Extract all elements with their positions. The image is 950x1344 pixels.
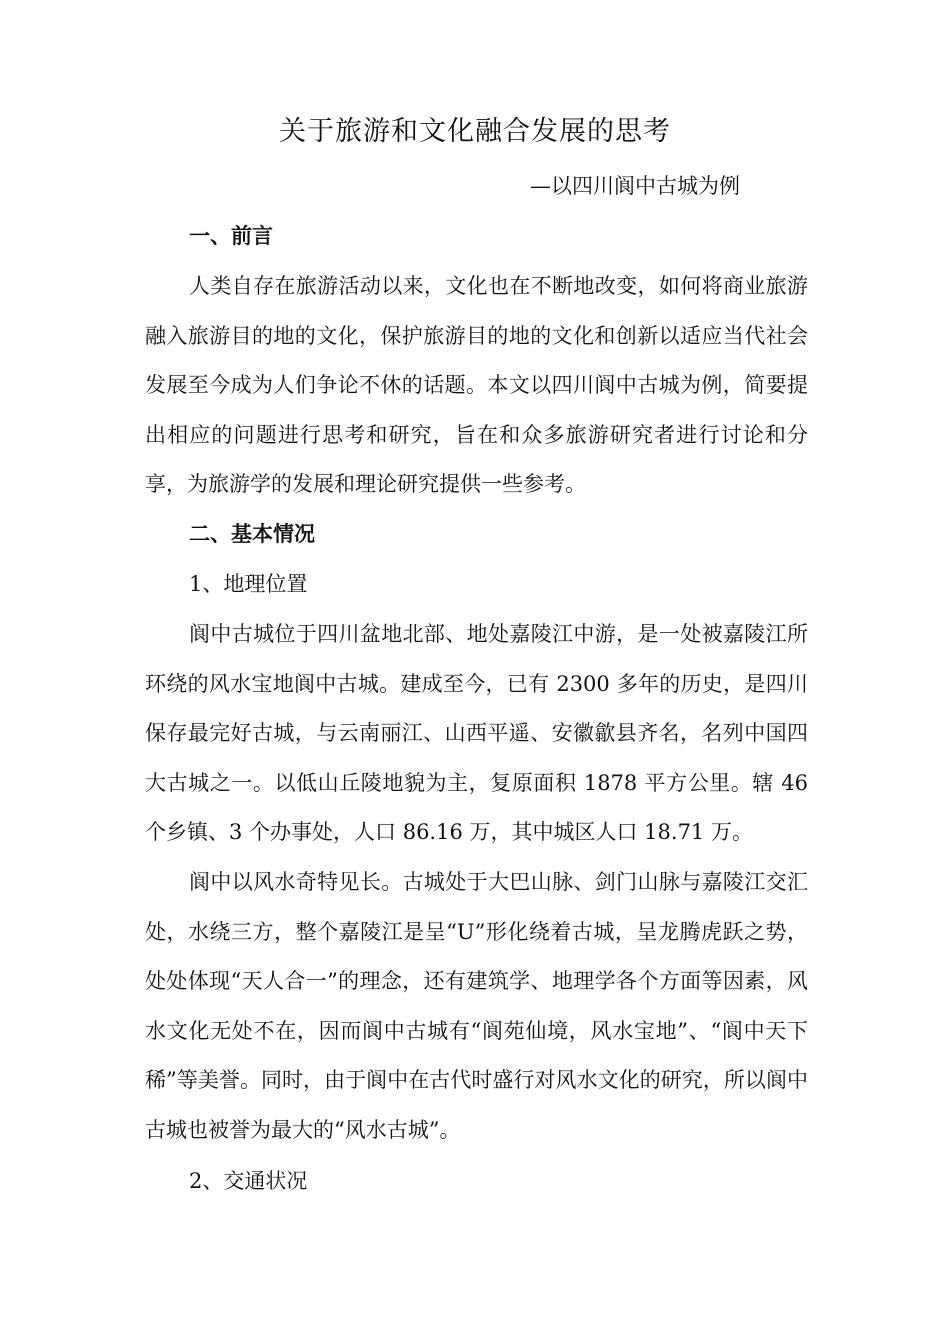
paragraph-geography-2: 阆中以风水奇特见长。古城处于大巴山脉、剑门山脉与嘉陵江交汇处，水绕三方，整个嘉陵江是呈“U”形化绕着古城，呈龙腾虎跃之势，处处体现“天人合一”的理念，还有建筑学、地理学各个方面等因素，风水文化无处不在，因而阆中古城有“阆苑仙境，风水宝地”、“阆中天下稀”等美誉。同时，由于阆中在古代时盛行对风水文化的研究，所以阆中古城也被誉为最大的“风水古城”。 bbox=[145, 870, 808, 1142]
document-title: 关于旅游和文化融合发展的思考 bbox=[279, 116, 671, 147]
section-heading-basic-info: 二、基本情况 bbox=[189, 522, 315, 546]
section-heading-preface: 一、前言 bbox=[189, 224, 273, 248]
document-subtitle: —以四川阆中古城为例 bbox=[530, 174, 740, 198]
subheading-traffic: 2、交通状况 bbox=[189, 1169, 308, 1193]
subheading-geography: 1、地理位置 bbox=[189, 572, 308, 596]
paragraph-geography-1: 阆中古城位于四川盆地北部、地处嘉陵江中游，是一处被嘉陵江所环绕的风水宝地阆中古城。建成至今，已有 2300 多年的历史，是四川保存最完好古城，与云南丽江、山西平遥、安徽歙县齐名，名列中国四大古城之一。以低山丘陵地貌为主，复原面积 1878 平方公里。辖 46 个乡镇、3 个办事处，人口 86.16 万，其中城区人口 18.71 万。 bbox=[145, 622, 808, 844]
paragraph-preface: 人类自存在旅游活动以来，文化也在不断地改变，如何将商业旅游融入旅游目的地的文化，保护旅游目的地的文化和创新以适应当代社会发展至今成为人们争论不休的话题。本文以四川阆中古城为例，简要提出相应的问题进行思考和研究，旨在和众多旅游研究者进行讨论和分享，为旅游学的发展和理论研究提供一些参考。 bbox=[145, 274, 808, 496]
